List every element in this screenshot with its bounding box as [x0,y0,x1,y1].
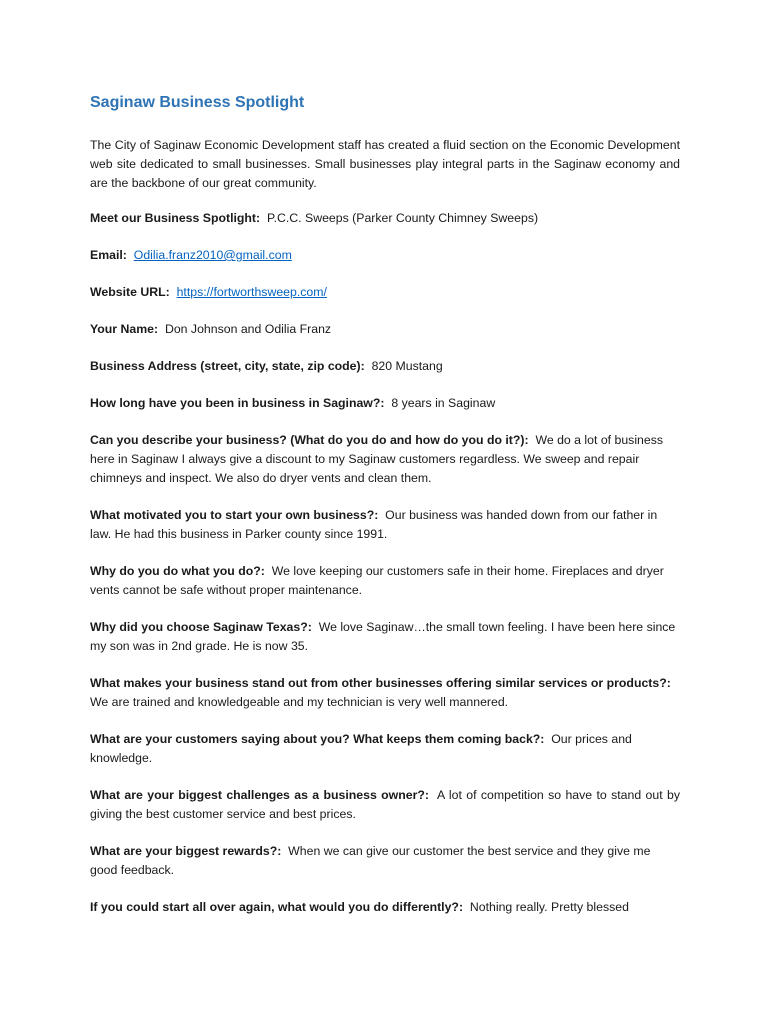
field-value: We love keeping our customers safe in their home. Fireplaces and dryer vents cannot be safe without proper maintenance. [90,564,664,597]
field-value: Nothing really. Pretty blessed [469,900,629,914]
field-business-address [90,357,680,376]
website-link[interactable]: https://fortworthsweep.com/ [176,285,327,299]
field-label: How long have you been in business in Saginaw?: [90,396,385,410]
field-label: Why do you do what you do?: [90,564,265,578]
field-label: Your Name: [90,322,159,336]
field-label: What are your customers saying about you? What keeps them coming back?: [90,732,545,746]
field-label: Business Address (street, city, state, zip code): [90,359,365,373]
field-value: Our business was handed down from our father in law. He had this business in Parker county since 1991. [90,508,658,541]
field-motivation [90,506,680,544]
field-customers-saying [90,730,680,768]
field-value: We do a lot of business here in Saginaw I always give a discount to my Saginaw customers regardless. We sweep and repair chimneys and inspect. We also do dryer vents and clean them. [90,433,664,485]
field-value: 8 years in Saginaw [391,396,496,410]
field-value: When we can give our customer the best service and they give me good feedback. [90,844,651,877]
field-website [90,283,680,302]
field-stand-out [90,674,680,712]
field-value: P.C.C. Sweeps (Parker County Chimney Sweeps) [266,211,539,225]
field-label: Email: [90,248,127,262]
field-label: What makes your business stand out from other businesses offering similar services or products?: [90,676,671,690]
intro-paragraph: The City of Saginaw Economic Development staff has created a fluid section on the Economic Development web site dedicated to small businesses. Small businesses play integral parts in the Saginaw economy and are the backbone of our great community. [90,138,680,190]
field-label: Meet our Business Spotlight: [90,211,261,225]
field-value: We are trained and knowledgeable and my technician is very well mannered. [90,695,509,709]
field-your-name [90,320,680,339]
field-value: A lot of competition so have to stand out by giving the best customer service and best prices. [90,788,680,821]
field-label: What are your biggest rewards?: [90,844,282,858]
document-page [90,92,680,935]
field-label: If you could start all over again, what would you do differently?: [90,900,464,914]
field-why-do-it [90,562,680,600]
field-value: We love Saginaw…the small town feeling. I have been here since my son was in 2nd grade. He is now 35. [90,620,676,653]
page-title: Saginaw Business Spotlight [90,94,305,111]
field-rewards [90,842,680,880]
field-label: What motivated you to start your own business?: [90,508,379,522]
field-value: 820 Mustang [371,359,443,373]
field-start-over [90,898,680,917]
field-label: Can you describe your business? (What do you do and how do you do it?): [90,433,529,447]
field-label: What are your biggest challenges as a business owner?: [90,788,429,802]
field-business-spotlight [90,209,680,228]
field-challenges [90,786,680,824]
field-why-saginaw [90,618,680,656]
field-value: Our prices and knowledge. [90,732,632,765]
field-email [90,246,680,265]
email-link[interactable]: Odilia.franz2010@gmail.com [133,248,292,262]
field-years-in-business [90,394,680,413]
field-describe-business [90,431,680,488]
field-value: Don Johnson and Odilia Franz [164,322,332,336]
field-label: Website URL: [90,285,170,299]
field-label: Why did you choose Saginaw Texas?: [90,620,312,634]
